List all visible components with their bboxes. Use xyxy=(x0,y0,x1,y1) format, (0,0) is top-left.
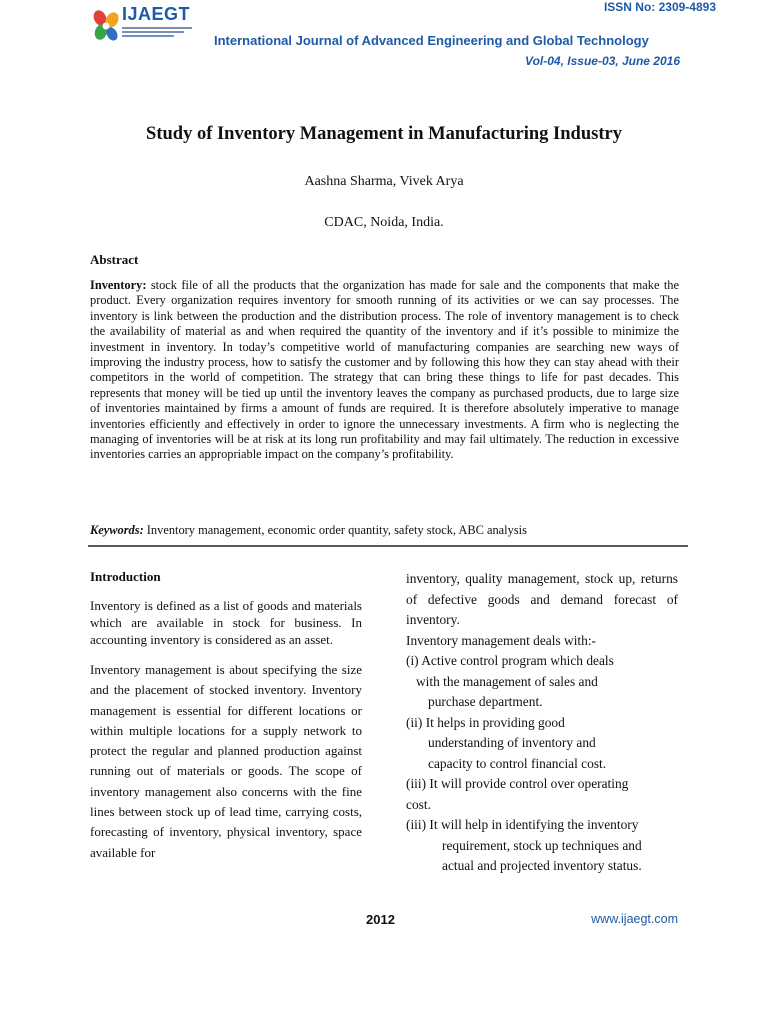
list-item-1-line-1: (i) Active control program which deals xyxy=(406,653,614,668)
introduction-paragraph-2: Inventory management is about specifying the size and the placement of stocked inventory. Inventory management is essential for different locations or within multiple locations for a supply network to protect the regular and planned production against running out of materials or goods. The scope of inventory management also concerns with the fine lines between stock up of lead time, carrying costs, forecasting of inventory, physical inventory, space available for xyxy=(90,662,362,860)
list-item-1-line-2: with the management of sales and xyxy=(416,673,598,689)
issn-number: ISSN No: 2309-4893 xyxy=(603,0,716,14)
abstract-text: stock file of all the products that the organization has made for sale and the components that make the product. Every organization requires inventory for smooth running of its activities or we can say processes. The inventory is link between the production and the distribution process. The role of inventory management is to check the availability of material as and when required the quantity of the inventory and if it’s possible to minimize the investment in inventory. In today’s competitive world of manufacturing companies are searching new ways of improving the industry process, how to satisfy the customer and by following this how they can stay ahead with their competitors in the world of competition. The strategy that can bring these things to life for past decades. This represents that money will be tied up until the inventory leaves the company as purchased products, due to large size of inventories maintained by firms a amount of funds are required. It is therefore absolutely imperative to manage inventories efficiently and effectively in order to ignore the unnecessary investments. A firm who is neglecting the managing of inventories will be at risk at its long run profitability and may fail ultimately. The reduction in excessive inventories carries an appropriable impact on the company’s profitability. xyxy=(90,278,679,462)
deals-with-line: Inventory management deals with:- xyxy=(406,632,597,648)
abstract-heading: Abstract xyxy=(90,252,139,267)
list-item-3-line-2: cost. xyxy=(406,796,431,812)
journal-website-link[interactable]: www.ijaegt.com xyxy=(591,912,678,926)
abstract-body xyxy=(90,278,679,463)
page-number: 2012 xyxy=(366,912,395,927)
keywords-text: Inventory management, economic order quantity, safety stock, ABC analysis xyxy=(143,523,527,537)
logo-wordmark: IJAEGT xyxy=(122,4,191,24)
logo-tagline-graphic xyxy=(122,26,194,38)
keywords-line xyxy=(90,523,690,538)
list-item-1-line-3: purchase department. xyxy=(428,694,543,709)
list-item-2-line-3: capacity to control financial cost. xyxy=(428,755,607,771)
continuation-paragraph: inventory, quality management, stock up, returns of defective goods and demand forecast of inventory. xyxy=(406,571,678,627)
list-item-2-line-1: (ii) It helps in providing good xyxy=(406,714,565,730)
list-item-2-line-2: understanding of inventory and xyxy=(428,735,596,750)
paper-title: Study of Inventory Management in Manufacturing Industry xyxy=(146,124,622,144)
section-divider xyxy=(88,545,688,547)
right-column xyxy=(406,569,678,877)
left-column xyxy=(90,569,362,863)
introduction-heading: Introduction xyxy=(90,569,161,584)
volume-issue: Vol-04, Issue-03, June 2016 xyxy=(525,54,680,68)
keywords-label: Keywords: xyxy=(90,523,144,537)
logo-flower-icon xyxy=(90,6,124,44)
paper-affiliation: CDAC, Noida, India. xyxy=(324,215,444,230)
list-item-4-line-2: requirement, stock up techniques and xyxy=(442,837,642,853)
introduction-paragraph-1: Inventory is defined as a list of goods and materials which are available in stock for business. In accounting inventory is considered as an asset. xyxy=(90,598,362,647)
list-item-4-line-3: actual and projected inventory status. xyxy=(442,858,642,873)
list-item-3-line-1: (iii) It will provide control over operating xyxy=(406,776,629,791)
abstract-lead: Inventory: xyxy=(90,278,147,292)
list-item-4-line-1: (iii) It will help in identifying the inventory xyxy=(406,817,639,832)
journal-name: International Journal of Advanced Engineering and Global Technology xyxy=(214,33,649,48)
paper-authors: Aashna Sharma, Vivek Arya xyxy=(304,174,464,189)
